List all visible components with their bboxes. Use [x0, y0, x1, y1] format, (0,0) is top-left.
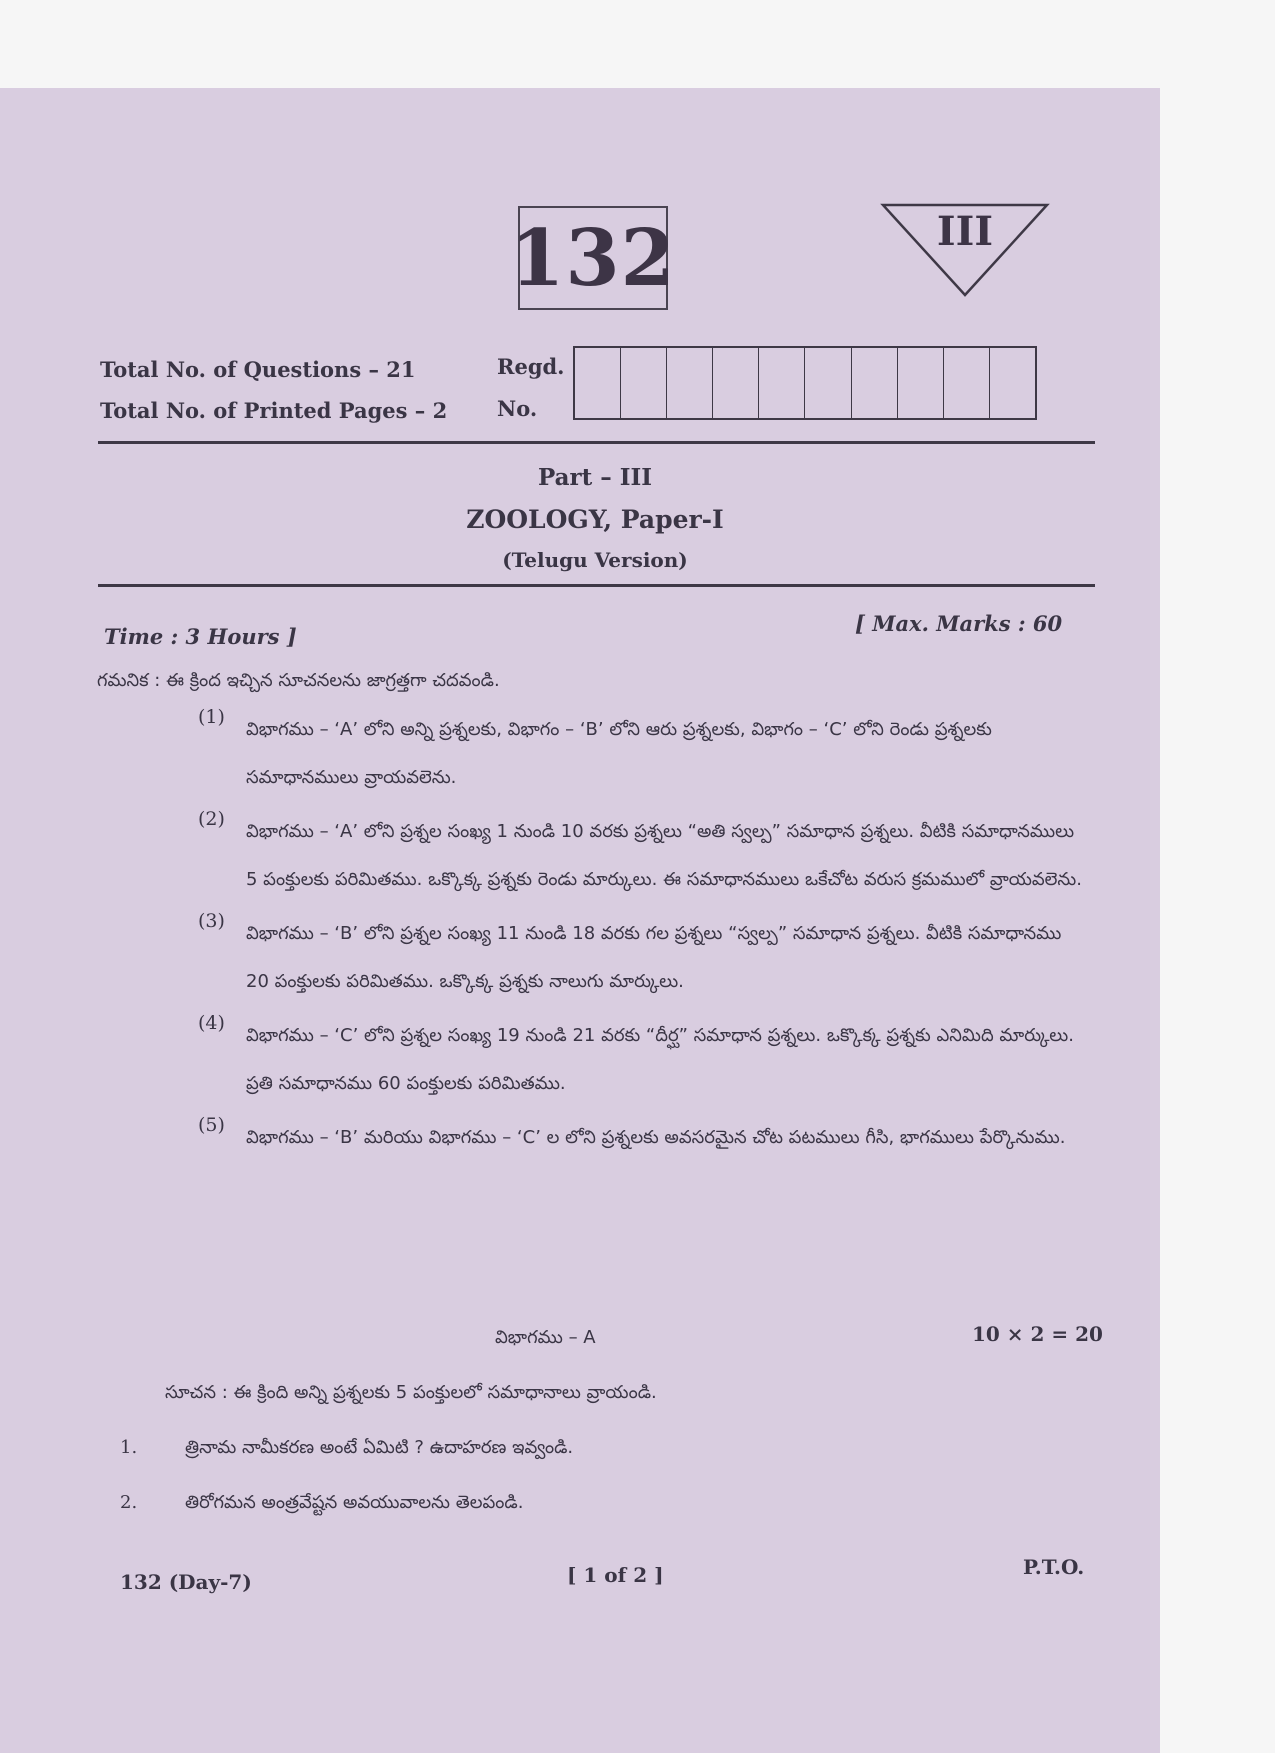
instruction-text: విభాగము – ‘C’ లోని ప్రశ్నల సంఖ్య 19 నుండి 21 వరకు “దీర్ఘ” సమాధాన ప్రశ్నలు. ఒక్కొక్క ప్రశ్నకు ఎనిమిది మార్కులు. ప్రతి సమాధానము 60 పంక్తులకు పరిమితము.: [246, 1025, 1074, 1094]
instruction-number: (2): [198, 808, 225, 830]
total-questions: Total No. of Questions – 21: [100, 357, 416, 382]
section-a-heading: విభాగము – A: [495, 1327, 596, 1348]
instruction-text: విభాగము – ‘B’ మరియు విభాగము – ‘C’ ల లోని ప్రశ్నలకు అవసరమైన చోట పటములు గీసి, భాగములు పేర్కొనుము.: [246, 1127, 1066, 1148]
regd-digit-box[interactable]: [712, 348, 758, 418]
max-marks: [ Max. Marks : 60: [855, 611, 1063, 636]
regd-digit-box[interactable]: [943, 348, 989, 418]
exam-time: Time : 3 Hours ]: [104, 624, 297, 649]
instruction-text: విభాగము – ‘A’ లోని అన్ని ప్రశ్నలకు, విభాగం – ‘B’ లోని ఆరు ప్రశ్నలకు, విభాగం – ‘C’ లోని రెండు ప్రశ్నలకు సమాధానములు వ్రాయవలెను.: [246, 719, 992, 788]
instruction-item: [198, 910, 1083, 1006]
question-text: త్రినామ నామీకరణ అంటే ఏమిటి ? ఉదాహరణ ఇవ్వండి.: [185, 1437, 574, 1458]
note-heading: గమనిక : ఈ క్రింద ఇచ్చిన సూచనలను జాగ్రత్తగా చదవండి.: [97, 670, 500, 691]
instruction-number: (1): [198, 706, 225, 728]
instruction-text: విభాగము – ‘A’ లోని ప్రశ్నల సంఖ్య 1 నుండి 10 వరకు ప్రశ్నలు “అతి స్వల్ప” సమాధాన ప్రశ్నలు. వీటికి సమాధానములు 5 పంక్తులకు పరిమితము. ఒక్కొక్క ప్రశ్నకు రెండు మార్కులు. ఈ సమాధానములు ఒకేచోట వరుస క్రమములో వ్రాయవలెను.: [246, 821, 1083, 890]
question-item: [120, 1492, 1070, 1517]
paper-code-box: [510, 206, 676, 310]
instruction-item: [198, 1012, 1083, 1108]
question-number: 1.: [120, 1437, 138, 1458]
regd-no-label: No.: [497, 396, 538, 421]
instruction-number: (5): [198, 1114, 225, 1136]
question-text: తిరోగమన అంత్రవేష్టన అవయువాలను తెలపండి.: [185, 1492, 524, 1513]
instruction-item: [198, 1114, 1083, 1162]
section-a-marks: 10 × 2 = 20: [972, 1322, 1103, 1346]
instruction-item: [198, 808, 1083, 904]
series-triangle: [880, 202, 1050, 298]
instructions-list: [198, 706, 1083, 1162]
footer-code: 132 (Day-7): [120, 1570, 252, 1594]
instruction-item: [198, 706, 1083, 802]
subject-title: ZOOLOGY, Paper-I: [466, 505, 724, 534]
question-number: 2.: [120, 1492, 138, 1513]
question-item: [120, 1437, 1070, 1462]
footer-pto: P.T.O.: [1023, 1555, 1085, 1579]
instruction-number: (3): [198, 910, 225, 932]
series-label: III: [936, 208, 994, 255]
regd-label: Regd.: [497, 354, 565, 379]
regd-digit-box[interactable]: [758, 348, 804, 418]
regd-number-boxes[interactable]: [573, 346, 1037, 420]
instruction-text: విభాగము – ‘B’ లోని ప్రశ్నల సంఖ్య 11 నుండి 18 వరకు గల ప్రశ్నలు “స్వల్ప” సమాధాన ప్రశ్నలు. వీటికి సమాధానము 20 పంక్తులకు పరిమితము. ఒక్కొక్క ప్రశ్నకు నాలుగు మార్కులు.: [246, 923, 1062, 992]
regd-digit-box[interactable]: [620, 348, 666, 418]
section-a-instruction: సూచన : ఈ క్రింది అన్ని ప్రశ్నలకు 5 పంక్తులలో సమాధానాలు వ్రాయండి.: [165, 1382, 657, 1403]
regd-digit-box[interactable]: [989, 348, 1035, 418]
question-list: [120, 1437, 1070, 1517]
total-pages: Total No. of Printed Pages – 2: [100, 398, 448, 423]
regd-digit-box[interactable]: [666, 348, 712, 418]
paper-code: 132: [510, 212, 676, 304]
regd-digit-box[interactable]: [575, 348, 620, 418]
regd-digit-box[interactable]: [851, 348, 897, 418]
top-divider: [98, 441, 1095, 444]
version-title: (Telugu Version): [502, 548, 688, 572]
regd-digit-box[interactable]: [804, 348, 850, 418]
instruction-number: (4): [198, 1012, 225, 1034]
title-divider: [98, 584, 1095, 587]
part-title: Part – III: [537, 464, 653, 491]
footer-page-number: [ 1 of 2 ]: [567, 1563, 664, 1587]
regd-digit-box[interactable]: [897, 348, 943, 418]
